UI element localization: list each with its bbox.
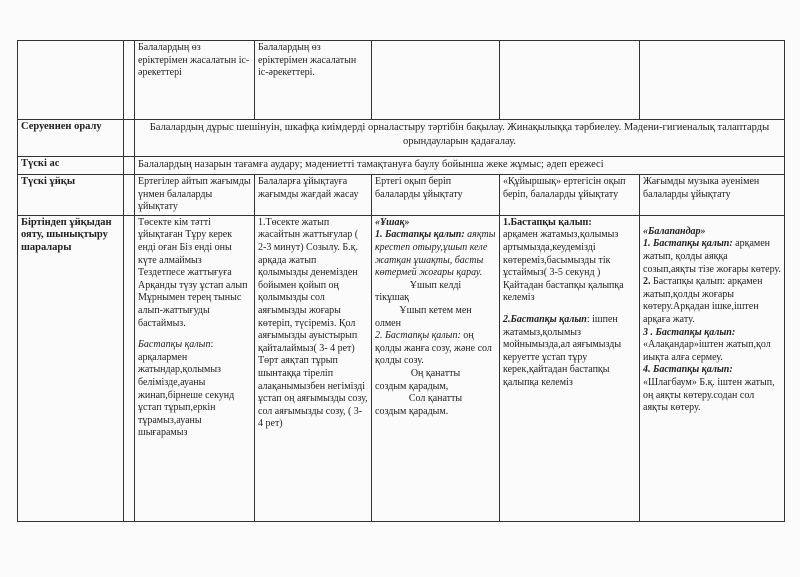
verse-line: тікұшақ [375, 292, 410, 304]
row-label: Біртіндеп ұйқыдан ояту, шынықтыру шаралары [18, 215, 124, 521]
table-row [18, 41, 785, 120]
exercise-title: «Ұшақ» [375, 216, 410, 228]
lead-text: 1. Бастапқы қалып: [375, 229, 465, 241]
table-cell [18, 41, 124, 120]
body-text: : ішпен жатамыз,қолымыз мойнымызда,ал аяғымызды керуетте ұстап тұру керек,қайтадан бастапқы қалыпқа келеміз [503, 313, 622, 388]
lead-text: 2.Бастапқы қалып [503, 313, 587, 325]
table-row [18, 175, 785, 216]
table-cell: Ертегі оқып беріп балаларды ұйықтату [372, 175, 500, 216]
table-cell: Жағымды музыка әуенімен балаларды ұйықтату [640, 175, 785, 216]
table-cell [135, 215, 255, 521]
body-text: арқамен жатамыз,қолымыз артымызда,кеудемізді көтереміз,басымызды тік ұстаймыз( 3-5 секунд ) Қайтадан бастапқы қалыпқа келеміз [503, 229, 624, 304]
schedule-table [17, 40, 785, 522]
poem-text: Төсекте кім тәтті ұйықтаған Тұру керек енді оған Біз енді оны күте алмаймыз Тездетпесе жаттығуға Арқанды түзу ұстап алып Мұрнымен терең тыныс алып-жаттығуды бастаймыз. [138, 216, 248, 329]
verse-line: Сол қанатты [408, 393, 463, 405]
row-text: Балалардың дұрыс шешінуін, шкафқа киімдерді орналастыру тәртібін бақылау. Жинақылыққа тәрбиелеу. Мәдени-гигиеналық талаптарды орындауларын қадағалау. [135, 120, 785, 157]
table-row [18, 120, 785, 157]
table-cell [372, 215, 500, 521]
table-cell [640, 41, 785, 120]
table-cell: Балаларға ұйықтауға жағымды жағдай жасау [255, 175, 372, 216]
exercise-title: «Балапандар» [643, 225, 706, 237]
lead-text: 4. Бастапқы қалып: [643, 364, 733, 376]
table-cell: Балалардың өз еріктерімен жасалатын іс-әрекеттері [135, 41, 255, 120]
table-cell [124, 120, 135, 157]
table-cell [500, 215, 640, 521]
verse-line: олмен [375, 317, 401, 329]
lead-text: 2. [643, 276, 651, 288]
table-row [18, 157, 785, 175]
lead-text: 1.Бастапқы қалып: [503, 216, 592, 228]
body-text: «Шлагбаум» Б.қ. іштен жатып, оң аяқты көтеру.содан сол аяқты көтеру. [643, 376, 775, 414]
body-text: арқамен жатып, қолды аяққа созып,аяқты тізе жоғары көтеру. [643, 238, 781, 275]
verse-line: Ұшып келді [409, 279, 462, 291]
table-cell [124, 41, 135, 120]
verse-line: создым қарадым, [375, 380, 449, 392]
body-text: : арқалармен жатындар,қолымыз белімізде,ауаны жинап,бірнеше секунд ұстап тұрып,еркін тұрамыз,ауаны шығарамыз [138, 339, 235, 439]
body-text: оң қолды жанға созу, және сол қолды созу. [375, 330, 492, 367]
table-cell: Ертегілер айтып жағымды үнмен балаларды ұйықтату [135, 175, 255, 216]
table-cell: «Құйыршық» ертегісін оқып беріп, балаларды ұйықтату [500, 175, 640, 216]
row-label: Серуеннен оралу [18, 120, 124, 157]
lead-text: 1. Бастапқы қалып: [643, 238, 733, 250]
row-label: Түскі ас [18, 157, 124, 175]
table-cell [372, 41, 500, 120]
row-text: Балалардың назарын тағамға аудару; мәдениетті тамақтануға баулу бойынша жеке жұмыс; әдеп ережесі [135, 157, 785, 175]
table-row [18, 215, 785, 521]
table-cell [500, 41, 640, 120]
table-cell: Балалардың өз еріктерімен жасалатын іс-әрекеттері. [255, 41, 372, 120]
body-text: «Алақандар»іштен жатып,қол иықта алға сермеу. [643, 339, 771, 363]
lead-text: 3 . Бастапқы қалып: [643, 326, 736, 338]
table-cell [640, 215, 785, 521]
verse-line: Оң қанатты [410, 367, 461, 379]
body-text: аяқты крестеп отыру,ұшып келе жатқан ұшақты, басты көтермей жоғары қарау. [375, 229, 496, 279]
table-cell [124, 157, 135, 175]
verse-line: Ұшып кетем мен [399, 304, 472, 316]
lead-text: Бастапқы қалып [138, 339, 211, 351]
body-text: Бастапқы қалып: арқамен жатып,қолды жоғары көтеру.Арқадан ішке,іштен арқаға жату. [643, 276, 763, 325]
lead-text: 2. Бастапқы қалып: [375, 330, 461, 342]
table-cell [124, 175, 135, 216]
verse-line: создым қарадым. [375, 405, 449, 417]
table-cell [124, 215, 135, 521]
row-label: Түскі ұйқы [18, 175, 124, 216]
table-cell: 1.Төсекте жатып жасайтын жаттығулар ( 2-3 минут) Созылу. Б.қ. арқада жатып қолымызды денемізден бойымен қойып оң қолымызды сол аяғымызды жоғары көтеріп, түсіреміз. Қол аяғымызды ауыстырып қайталаймыз( 3- 4 рет) Төрт аяқтап тұрып шынтаққа тіреліп алақанымызбен негімізді ұстап оң аяғымызды созу, сол аяғымызды созу, ( 3- 4 рет) [255, 215, 372, 521]
